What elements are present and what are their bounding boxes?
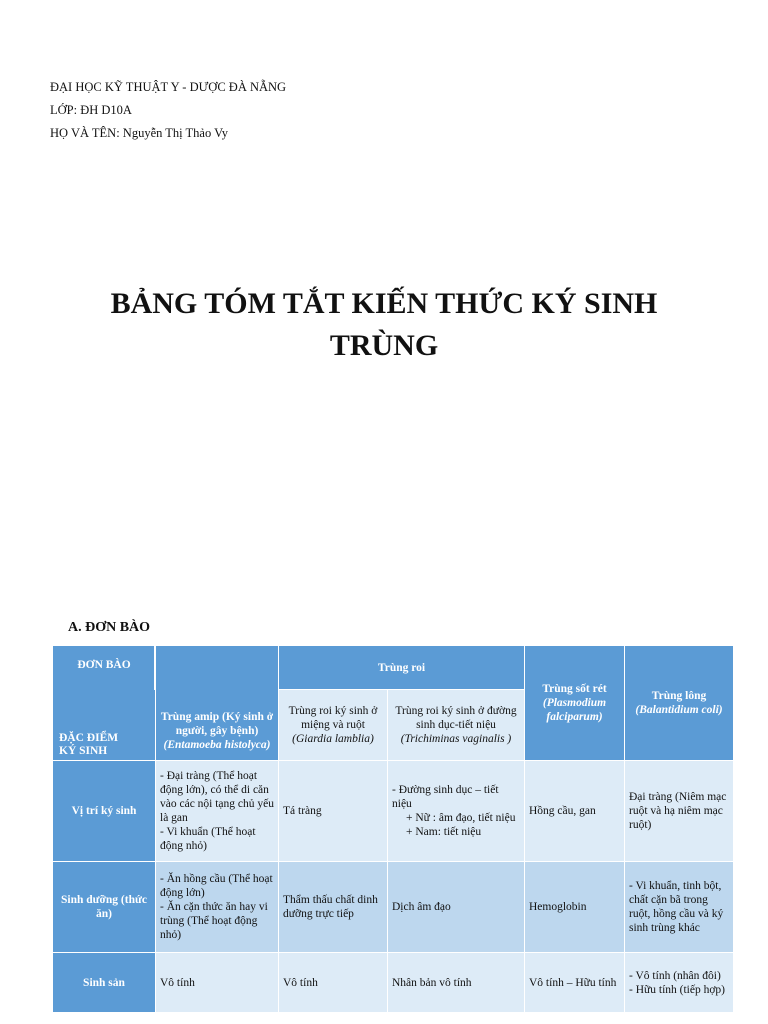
col-header-roi-ruot: Trùng roi ký sinh ở miệng và ruột (Giardia lamblia): [279, 690, 388, 761]
col-header-roi-sinh-duc: Trùng roi ký sinh ở đường sinh dục-tiết niệu (Trichiminas vaginalis ): [388, 690, 525, 761]
student-name: HỌ VÀ TÊN: Nguyễn Thị Thảo Vy: [50, 126, 229, 140]
col-header-amip: Trùng amip (Ký sinh ở người, gây bệnh) (Entamoeba histolyca): [156, 646, 279, 761]
corner-bottom-label: ĐẶC ĐIỂM KÝ SINH: [59, 732, 119, 757]
row-header-vi-tri: Vị trí ký sinh: [53, 761, 156, 862]
cell-sotret-sinh-san: Vô tính – Hữu tính: [525, 953, 625, 1013]
title-line-2: TRÙNG: [329, 329, 439, 362]
document-header: [50, 76, 286, 145]
row-header-sinh-san: Sinh sản: [53, 953, 156, 1013]
class-name: LỚP: ĐH D10A: [50, 103, 132, 117]
school-name: ĐẠI HỌC KỸ THUẬT Y - DƯỢC ĐÀ NẴNG: [50, 80, 287, 94]
document-title: [0, 283, 768, 367]
col-header-sot-ret: Trùng sốt rét (Plasmodium falciparum): [525, 646, 625, 761]
title-line-1: BẢNG TÓM TẮT KIẾN THỨC KÝ SINH: [110, 287, 658, 320]
cell-amip-sinh-duong: - Ăn hồng cầu (Thể hoạt động lớn) - Ăn cặn thức ăn hay vi trùng (Thể hoạt động nhỏ): [156, 862, 279, 953]
cell-roi2-sinh-san: Nhân bản vô tính: [388, 953, 525, 1013]
cell-amip-vi-tri: - Đại tràng (Thể hoạt động lớn), có thể di căn vào các nội tạng chủ yếu là gan - Vi khuẩn (Thể hoạt động nhỏ): [156, 761, 279, 862]
section-heading: A. ĐƠN BÀO: [68, 620, 151, 635]
cell-roi1-sinh-san: Vô tính: [279, 953, 388, 1013]
cell-roi2-vi-tri: - Đường sinh dục – tiết niệu + Nữ : âm đạo, tiết niệu + Nam: tiết niệu: [388, 761, 525, 862]
cell-amip-sinh-san: Vô tính: [156, 953, 279, 1013]
cell-sotret-sinh-duong: Hemoglobin: [525, 862, 625, 953]
cell-roi1-sinh-duong: Thẩm thấu chất dinh dưỡng trực tiếp: [279, 862, 388, 953]
cell-roi2-sinh-duong: Dịch âm đạo: [388, 862, 525, 953]
row-header-sinh-duong: Sinh dưỡng (thức ăn): [53, 862, 156, 953]
col-header-trung-roi: Trùng roi: [279, 646, 525, 690]
summary-table: [52, 645, 734, 1013]
cell-long-vi-tri: Đại tràng (Niêm mạc ruột và hạ niêm mạc ruột): [625, 761, 734, 862]
cell-long-sinh-duong: - Vi khuẩn, tinh bột, chất cặn bã trong ruột, hồng cầu và ký sinh trùng khác: [625, 862, 734, 953]
corner-top-label: ĐƠN BÀO: [77, 659, 131, 671]
cell-roi1-vi-tri: Tá tràng: [279, 761, 388, 862]
col-header-trung-long: Trùng lông (Balantidium coli): [625, 646, 734, 761]
cell-long-sinh-san: - Vô tính (nhân đôi) - Hữu tính (tiếp hợp): [625, 953, 734, 1013]
cell-sotret-vi-tri: Hồng cầu, gan: [525, 761, 625, 862]
table-corner-header: [53, 646, 156, 761]
